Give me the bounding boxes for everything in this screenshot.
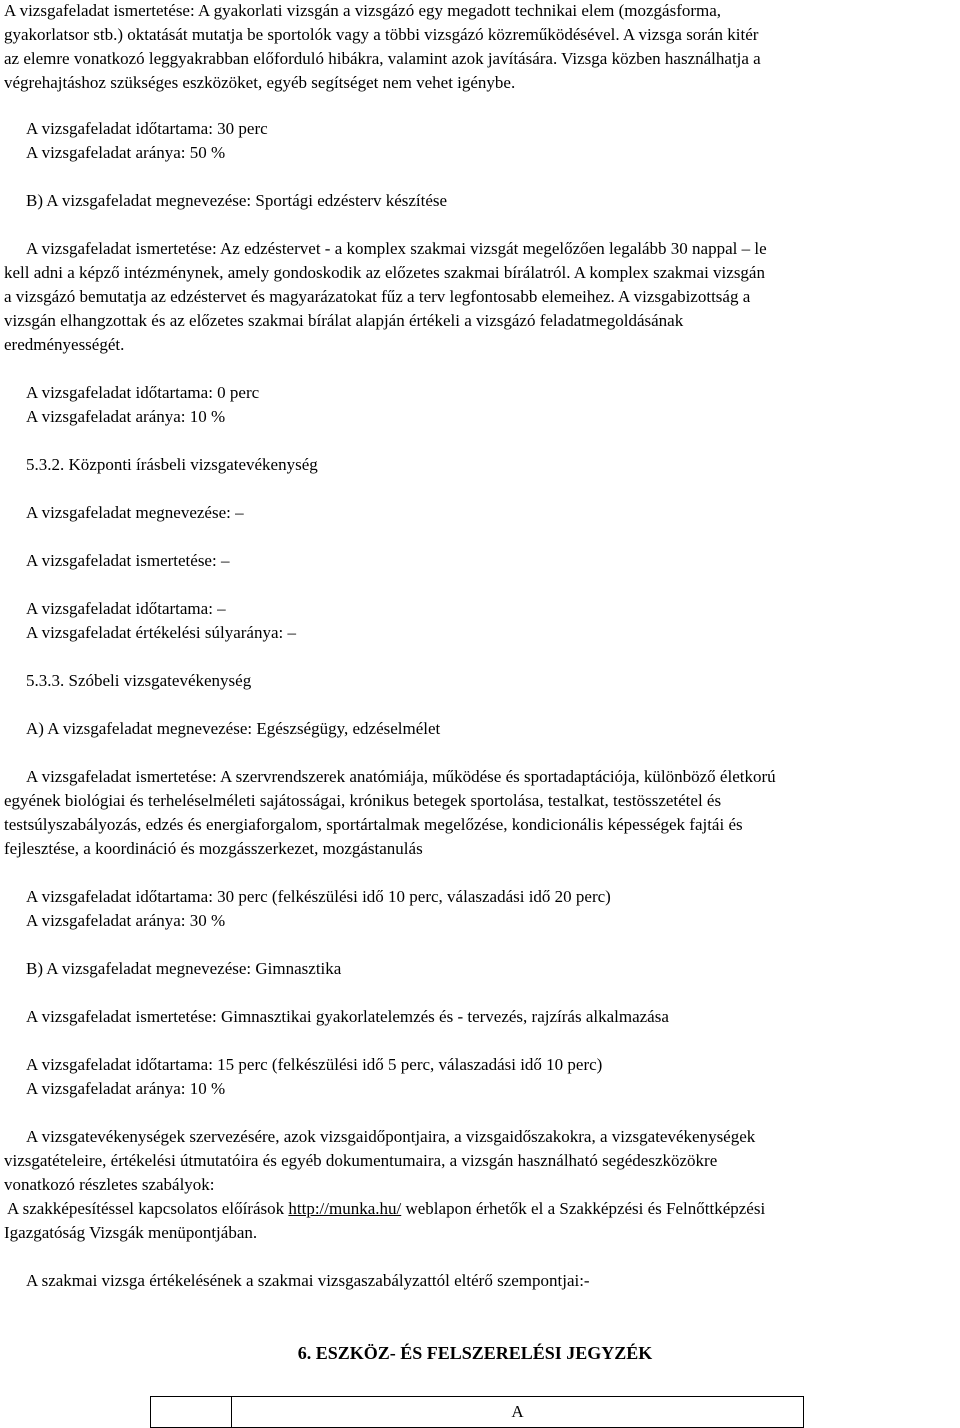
task-duration: A vizsgafeladat időtartama: 30 perc (26, 119, 268, 138)
equipment-list-heading: 6. ESZKÖZ- ÉS FELSZERELÉSI JEGYZÉK (297, 1343, 653, 1363)
training-plan-description (4, 237, 956, 357)
task-b-title: B) A vizsgafeladat megnevezése: Sportági edzésterv készítése (26, 191, 448, 210)
table-header-row (151, 1397, 804, 1428)
text-line: vonatkozó részletes szabályok: (4, 1175, 215, 1194)
document-page (4, 0, 956, 1365)
task-duration: A vizsgafeladat időtartama: 15 perc (felkészülési idő 5 perc, válaszadási idő 10 perc) (26, 1055, 603, 1074)
text-line: végrehajtáshoz szükséges eszközöket, egyéb segítséget nem vehet igénybe. (4, 73, 516, 92)
oral-task-b-title: B) A vizsgafeladat megnevezése: Gimnasztika (26, 959, 342, 978)
text-line: A vizsgafeladat ismertetése: Az edzéstervet - a komplex szakmai vizsgát megelőzően legalább 30 nappal – le (26, 239, 767, 258)
evaluation-criteria: A szakmai vizsga értékelésének a szakmai vizsgaszabályzattól eltérő szempontjai:- (26, 1271, 590, 1290)
text-line: vizsgatételeire, értékelési útmutatóira és egyéb dokumentumaira, a vizsgán használható segédeszközökre (4, 1151, 718, 1170)
task-ratio: A vizsgafeladat aránya: 10 % (26, 407, 226, 426)
text-line: gyakorlatsor stb.) oktatását mutatja be sportolók vagy a többi vizsgázó közreműködésével. A vizsga során kitér (4, 25, 759, 44)
text-line: a vizsgázó bemutatja az edzéstervet és magyarázatokat fűz a terv legfontosabb elemeihez. A vizsgabizottság a (4, 287, 751, 306)
task-ratio: A vizsgafeladat aránya: 50 % (26, 143, 226, 162)
text-line: kell adni a képző intézménynek, amely gondoskodik az előzetes szakmai bírálatról. A komplex szakmai vizsgán (4, 263, 765, 282)
written-task-name: A vizsgafeladat megnevezése: – (26, 503, 244, 522)
exam-rules-paragraph (4, 1125, 956, 1245)
text-span: weblapon érhetők el a Szakképzési és Felnőttképzési (401, 1199, 766, 1218)
text-line: egyének biológiai és terheléselméleti sajátosságai, krónikus betegek sportolása, testalkat, testösszetétel és (4, 791, 722, 810)
text-line: vizsgán elhangzottak és az előzetes szakmai bírálat alapján értékeli a vizsgázó feladatmegoldásának (4, 311, 684, 330)
text-span: A szakképesítéssel kapcsolatos előírások (7, 1199, 289, 1218)
oral-task-a-title: A) A vizsgafeladat megnevezése: Egészségügy, edzéselmélet (26, 719, 441, 738)
text-line: Igazgatóság Vizsgák menüpontjában. (4, 1223, 258, 1242)
task-duration: A vizsgafeladat időtartama: 0 perc (26, 383, 260, 402)
equipment-table (150, 1396, 804, 1428)
text-line: testsúlyszabályozás, edzés és energiaforgalom, sportártalmak megelőzése, kondicionális képességek fajtái és (4, 815, 743, 834)
text-line (4, 1197, 956, 1221)
written-task-weight: A vizsgafeladat értékelési súlyaránya: – (26, 623, 296, 642)
text-line: A vizsgafeladat ismertetése: A gyakorlati vizsgán a vizsgázó egy megadott technikai elem (mozgásforma, (4, 1, 722, 20)
written-task-duration: A vizsgafeladat időtartama: – (26, 599, 226, 618)
text-line: A vizsgafeladat ismertetése: A szervrendszerek anatómiája, működése és sportadaptációja, különböző életkorú (26, 767, 776, 786)
task-duration: A vizsgafeladat időtartama: 30 perc (felkészülési idő 10 perc, válaszadási idő 20 perc) (26, 887, 611, 906)
practical-task-description (4, 0, 956, 95)
munka-hu-link[interactable]: http://munka.hu/ (288, 1199, 402, 1218)
table-header-cell (151, 1397, 232, 1428)
table-header-cell: A (232, 1397, 804, 1428)
section-heading-5-3-3: 5.3.3. Szóbeli vizsgatevékenység (26, 671, 252, 690)
text-line: fejlesztése, a koordináció és mozgásszerkezet, mozgástanulás (4, 839, 423, 858)
task-ratio: A vizsgafeladat aránya: 30 % (26, 911, 226, 930)
text-line: eredményességét. (4, 335, 125, 354)
oral-task-a-description (4, 765, 956, 861)
written-task-description: A vizsgafeladat ismertetése: – (26, 551, 230, 570)
oral-task-b-description: A vizsgafeladat ismertetése: Gimnasztikai gyakorlatelemzés és - tervezés, rajzírás alkalmazása (26, 1007, 669, 1026)
section-heading-5-3-2: 5.3.2. Központi írásbeli vizsgatevékenység (26, 455, 318, 474)
text-line: az elemre vonatkozó leggyakrabban előforduló hibákra, valamint azok javítására. Vizsga közben használhatja a (4, 49, 761, 68)
text-line: A vizsgatevékenységek szervezésére, azok vizsgaidőpontjaira, a vizsgaidőszakokra, a vizsgatevékenységek (26, 1127, 756, 1146)
task-ratio: A vizsgafeladat aránya: 10 % (26, 1079, 226, 1098)
